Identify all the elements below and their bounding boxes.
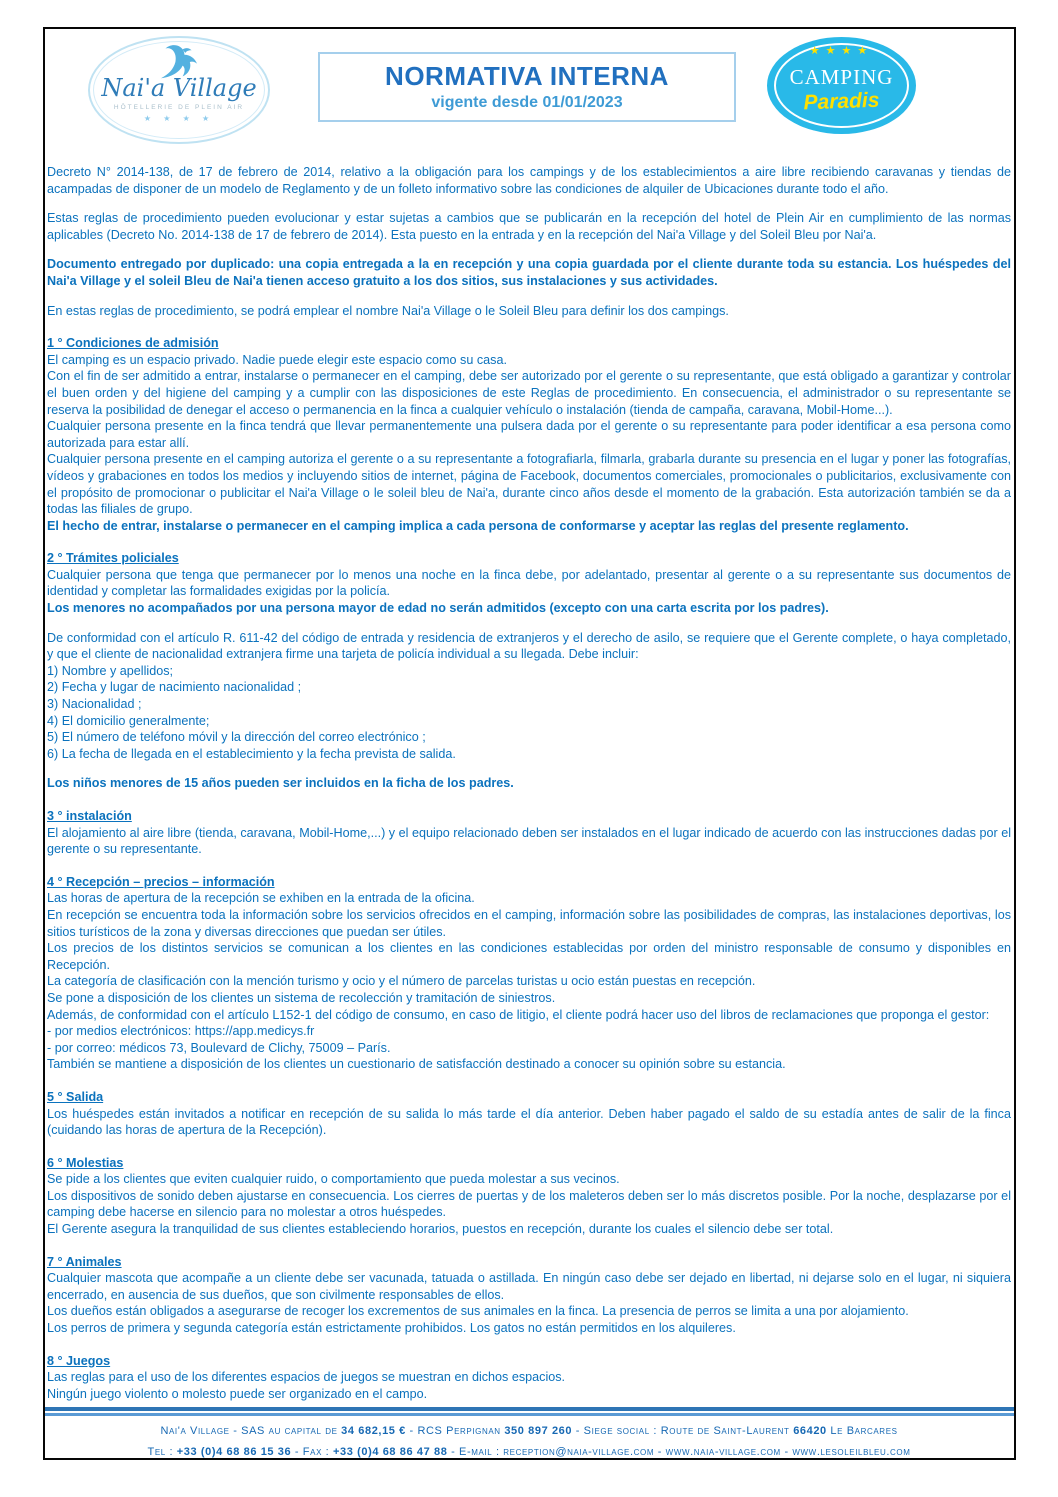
footer-divider xyxy=(45,1407,1014,1416)
footer-segment-bold: +33 (0)4 68 86 47 88 xyxy=(332,1446,448,1458)
paragraph-bold: El hecho de entrar, instalarse o permanecer en el camping implica a cada persona de conformarse y aceptar las reglas del presente reglamento. xyxy=(47,518,909,533)
paragraph: Los perros de primera y segunda categoría están estrictamente prohibidos. Los gatos no están permitidos en los alquileres. xyxy=(47,1321,736,1336)
section-heading: 8 ° Juegos xyxy=(47,1353,111,1368)
camping-paradis-logo xyxy=(763,35,920,136)
section-heading: 4 ° Recepción – precios – información xyxy=(47,874,275,889)
paragraph: Los huéspedes están invitados a notificar en recepción de su salida lo más tarde el día anterior. Deben haber pagado el saldo de su estadía antes de salir de la finca (cuidando las horas de apertura de la Recepción). xyxy=(47,1106,1011,1138)
section-heading: 6 ° Molestias xyxy=(47,1155,124,1170)
paragraph: El camping es un espacio privado. Nadie puede elegir este espacio como su casa. xyxy=(47,352,507,367)
section-heading: 7 ° Animales xyxy=(47,1254,122,1269)
document-body xyxy=(47,164,1011,1402)
footer-segment: - Fax : xyxy=(291,1446,333,1458)
page-subtitle: vigente desde 01/01/2023 xyxy=(431,94,623,111)
paragraph: 5) El número de teléfono móvil y la dirección del correo electrónico ; xyxy=(47,730,426,745)
paragraph: Las reglas para el uso de los diferentes espacios de juegos se muestran en dichos espacios. xyxy=(47,1370,566,1385)
footer-divider-thin-line xyxy=(45,1413,1014,1416)
paragraph: 6) La fecha de llegada en el establecimiento y la fecha prevista de salida. xyxy=(47,746,456,761)
footer-segment: Nai'a Village - SAS au capital de xyxy=(160,1425,342,1437)
paragraph: En recepción se encuentra toda la información sobre los servicios ofrecidos en el camping, información sobre las posibilidades de compras, las instalaciones deportivas, los sitios turísticos de la zona y diversas direcciones que puedan ser útiles. xyxy=(47,907,1011,939)
paragraph: Cualquier mascota que acompañe a un cliente debe ser vacunada, tatuada o astillada. En ningún caso debe ser dejado en libertad, ni dejarse solo en el lugar, ni siquiera encerrado, en ausencia de sus dueños, que son civilmente responsables de ellos. xyxy=(47,1271,1011,1302)
section-heading: 3 ° instalación xyxy=(47,809,132,823)
paragraph: Decreto N° 2014-138, de 17 de febrero de 2014, relativo a la obligación para los campings y de los establecimientos a aire libre recibiendo caravanas y tiendas de acampadas de disponer de un modelo de Reglamento y de un folleto informativo sobre las condiciones de alquiler de Ubicaciones durante todo el año. xyxy=(47,165,1011,196)
section-heading: 1 ° Condiciones de admisión xyxy=(47,336,219,351)
paragraph: Los precios de los distintos servicios se comunican a los clientes en las condiciones establecidas por orden del ministro responsable de consumo y disponibles en Recepción. xyxy=(47,941,1011,972)
paragraph: Se pone a disposición de los clientes un sistema de recolección y tramitación de siniestros. xyxy=(47,990,556,1005)
paragraph: Además, de conformidad con el artículo L152-1 del código de consumo, en caso de litigio, el cliente podrá hacer uso del libros de reclamaciones que proponga el gestor: xyxy=(47,1007,990,1022)
paragraph: Cualquier persona presente en el camping autoriza el gerente o a su representante a fotografiarla, filmarla, grabarla durante su presencia en el lugar y poner las fotografías, vídeos y grabaciones en todos los medios y incluyendo sitios de internet, página de Facebook, documentos comerciales, promocionales o publicitarios, exclusivamente con el propósito de promocionar o publicitar el Nai'a Village o le soleil bleu de Nai'a, durante cinco años desde el momento de la grabación. Esta autorización también se da a todas las filiales de grupo. xyxy=(47,452,1011,517)
section-heading: 5 ° Salida xyxy=(47,1089,104,1104)
camping-logo-word-camping: CAMPING xyxy=(789,65,894,89)
paragraph: Cualquier persona que tenga que permanecer por lo menos una noche en la finca debe, por adelantado, presentar al gerente o a su representante sus documentos de identidad y completar las formalidades exigidas por la policía. xyxy=(47,567,1011,599)
naia-village-logo xyxy=(88,36,270,144)
footer-segment-bold: 66420 xyxy=(793,1425,827,1437)
paragraph: 4) El domicilio generalmente; xyxy=(47,713,210,728)
paragraph: Estas reglas de procedimiento pueden evolucionar y estar sujetas a cambios que se publicarán en la recepción del hotel de Plein Air en cumplimiento de las normas aplicables (Decreto No. 2014-138 de 17 de febrero de 2014). Esta puesto en la entrada y en la recepción del Nai'a Village y del Soleil Bleu por Nai'a. xyxy=(47,211,1011,242)
naia-logo-stars-icon: ★ ★ ★ ★ xyxy=(143,114,215,123)
paragraph: 3) Nacionalidad ; xyxy=(47,697,142,712)
footer-segment: - E-mail : reception@naia-village.com - www.naia-village.com - www.lesoleilbleu.com xyxy=(447,1446,911,1458)
camping-logo-word-paradis: Paradis xyxy=(803,88,880,115)
paragraph: - por medios electrónicos: https://app.medicys.fr xyxy=(47,1024,315,1039)
paragraph: 2) Fecha y lugar de nacimiento nacionalidad ; xyxy=(47,680,302,695)
paragraph: Cualquier persona presente en la finca tendrá que llevar permanentemente una pulsera dada por el gerente o su representante para poder identificar a esa persona como autorizada para estar allí. xyxy=(47,419,1011,450)
footer-segment: Le Barcares xyxy=(826,1425,898,1437)
paragraph: La categoría de clasificación con la mención turismo y ocio y el número de parcelas turistas u ocio están puestas en recepción. xyxy=(47,974,756,989)
footer-segment: - RCS Perpignan xyxy=(405,1425,505,1437)
paragraph-bold: Los menores no acompañados por una persona mayor de edad no serán admitidos (excepto con una carta escrita por los padres). xyxy=(47,601,829,616)
naia-logo-tagline: HÔTELLERIE DE PLEIN AIR xyxy=(113,104,245,111)
footer-segment-bold: +33 (0)4 68 86 15 36 xyxy=(176,1446,292,1458)
naia-logo-inner-ring xyxy=(93,41,265,139)
paragraph: Los dispositivos de sonido deben ajustarse en consecuencia. Los cierres de puertas y de los maleteros deben ser lo más discretos posible. Por la noche, desplazarse por el camping debe hacerse en silencio para no molestar a otros huéspedes. xyxy=(47,1188,1011,1220)
footer xyxy=(47,1421,1011,1463)
paragraph: Los dueños están obligados a asegurarse de recoger los excrementos de sus animales en la finca. La presencia de perros se limita a una por alojamiento. xyxy=(47,1304,909,1319)
paragraph: El Gerente asegura la tranquilidad de sus clientes estableciendo horarios, puestos en recepción, durante los cuales el silencio debe ser total. xyxy=(47,1222,834,1237)
paragraph-bold: Documento entregado por duplicado: una copia entregada a la en recepción y una copia guardada por el cliente durante toda su estancia. Los huéspedes del Nai'a Village y el soleil Bleu de Nai'a tienen acceso gratuito a los dos sitios, sus instalaciones y sus actividades. xyxy=(47,257,1011,288)
paragraph: Ningún juego violento o molesto puede ser organizado en el campo. xyxy=(47,1386,428,1401)
paragraph: Las horas de apertura de la recepción se exhiben en la entrada de la oficina. xyxy=(47,891,475,906)
paragraph: 1) Nombre y apellidos; xyxy=(47,663,173,678)
paragraph: De conformidad con el artículo R. 611-42 del código de entrada y residencia de extranjeros y el derecho de asilo, se requiere que el Gerente complete, o haya completado, y que el cliente de nacionalidad extranjera firme una tarjeta de policía individual a su llegada. Debe incluir: xyxy=(47,630,1011,662)
footer-segment-bold: 350 897 260 xyxy=(504,1425,573,1437)
footer-segment: Tel : xyxy=(147,1446,177,1458)
section-heading: 2 ° Trámites policiales xyxy=(47,551,179,566)
paragraph: En estas reglas de procedimiento, se podrá emplear el nombre Nai'a Village o le Soleil Bleu para definir los dos campings. xyxy=(47,303,729,318)
paragraph: - por correo: médicos 73, Boulevard de Clichy, 75009 – París. xyxy=(47,1040,391,1055)
paragraph: Con el fin de ser admitido a entrar, instalarse o permanecer en el camping, debe ser autorizado por el gerente o su representante, que está obligado a garantizar y controlar el buen orden y del higiene del camping y a cumplir con las disposiciones de este Reglas de procedimiento. En consecuencia, el administrador o su representante se reserva la posibilidad de denegar el acceso o permanencia en la finca a cualquier vehículo o instalación (tienda de campaña, caravana, Mobil-Home...). xyxy=(47,369,1011,417)
footer-line-company xyxy=(47,1421,1011,1442)
footer-segment: - Siege social : Route de Saint-Laurent xyxy=(572,1425,794,1437)
paragraph: El alojamiento al aire libre (tienda, caravana, Mobil-Home,...) y el equipo relacionado deben ser instalados en el lugar indicado de acuerdo con las instrucciones dadas por el gerente o su representante. xyxy=(47,825,1011,857)
footer-segment-bold: 34 682,15 € xyxy=(341,1425,406,1437)
paragraph: También se mantiene a disposición de los clientes un cuestionario de satisfacción destinado a conocer su opinión sobre su estancia. xyxy=(47,1057,786,1072)
footer-line-contact xyxy=(47,1442,1011,1463)
camping-logo-stars-icon: ★★★★ xyxy=(809,45,874,57)
paragraph-bold: Los niños menores de 15 años pueden ser incluidos en la ficha de los padres. xyxy=(47,776,514,791)
title-box xyxy=(318,52,736,122)
page-title: NORMATIVA INTERNA xyxy=(385,61,669,91)
naia-logo-name: Nai'a Village xyxy=(101,74,257,102)
paragraph: Se pide a los clientes que eviten cualquier ruido, o comportamiento que pueda molestar a sus vecinos. xyxy=(47,1172,620,1187)
